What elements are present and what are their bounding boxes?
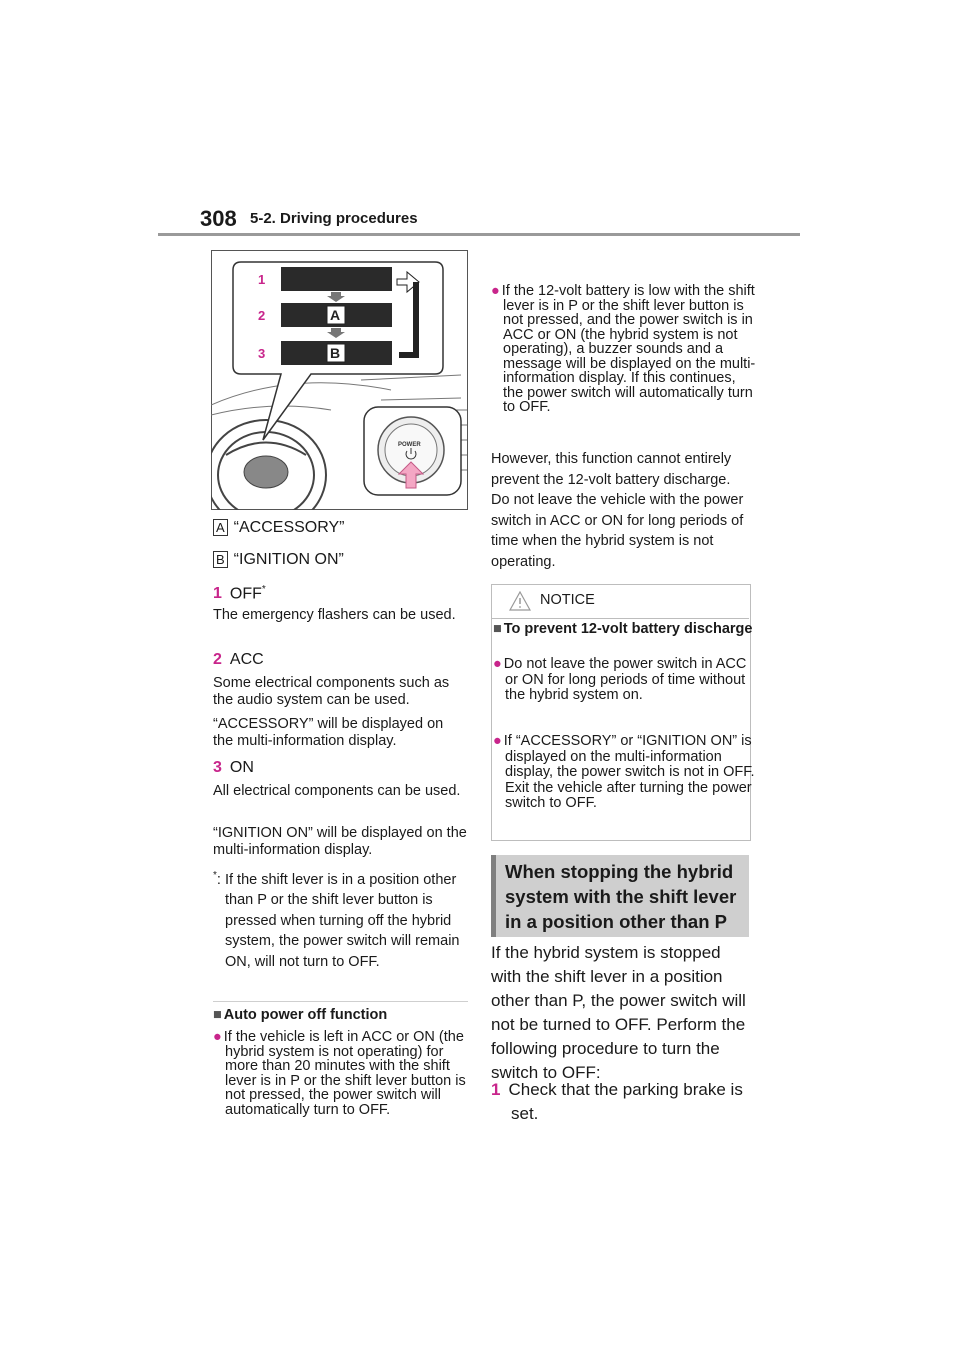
section-heading-box xyxy=(491,855,749,937)
auto-power-off-note: However, this function cannot entirely prevent the 12-volt battery discharge. Do not leave the vehicle with the power switch in ACC or ON for long periods of time when the hybrid system is not operating. xyxy=(491,451,744,570)
auto-power-off-heading: ■ Auto power off function xyxy=(213,1007,388,1023)
legend-badge-b: B xyxy=(213,551,228,568)
mode-acc-heading: 2 ACC xyxy=(213,651,264,668)
power-button-label: POWER xyxy=(398,442,421,448)
mode-off-heading: 1 OFF* xyxy=(213,584,266,603)
legend-text-b: “IGNITION ON” xyxy=(233,551,344,568)
auto-power-off-bullet-2: ● If the 12-volt battery is low with the shift lever is in P or the shift lever button is not pressed, and the power switch is in ACC or ON (the hybrid system is not operating), a buzzer sounds and a message will be displayed on the multi-information display. If this continues, the power switch will automatically turn to OFF. xyxy=(491,283,756,415)
header-divider xyxy=(158,233,800,236)
section-body: If the hybrid system is stopped with the shift lever in a position other than P, the power switch will not be turned to OFF. Perform the following procedure to turn the switch to OFF: xyxy=(491,943,746,1082)
page-number: 308 xyxy=(200,206,237,231)
legend-item-a xyxy=(213,518,345,538)
mode-on-desc-2: “IGNITION ON” will be displayed on the multi-information display. xyxy=(213,825,467,858)
mode-off-desc: The emergency flashers can be used. xyxy=(213,607,456,623)
mode-on-heading: 3 ON xyxy=(213,759,254,776)
row-number-2: 2 xyxy=(258,308,266,323)
legend-badge-a: A xyxy=(213,519,228,536)
section-step-1: 1 Check that the parking brake is set. xyxy=(491,1080,743,1123)
section-heading: When stopping the hybrid system with the shift lever in a position other than P xyxy=(505,861,737,932)
warning-triangle-icon xyxy=(509,591,531,611)
legend-item-b xyxy=(213,550,344,570)
notice-bullet-1: ● Do not leave the power switch in ACC or ON for long periods of time without the hybrid system on. xyxy=(493,656,747,703)
power-switch-illustration xyxy=(211,250,468,510)
row-number-1: 1 xyxy=(258,272,266,287)
row-badge-b: B xyxy=(330,345,341,361)
row-number-3: 3 xyxy=(258,346,266,361)
notice-bullet-2: ● If “ACCESSORY” or “IGNITION ON” is displayed on the multi-information display, the power switch is not in OFF. Exit the vehicle after turning the power switch to OFF. xyxy=(493,733,755,811)
notice-heading: ■ To prevent 12-volt battery discharge xyxy=(493,621,753,637)
auto-power-off-bullet-1: ● If the vehicle is left in ACC or ON (the hybrid system is not operating) for more than 20 minutes with the shift lever is in P or the shift lever button is not pressed, the power switch will automatically turn to OFF. xyxy=(213,1029,466,1118)
legend-text-a: “ACCESSORY” xyxy=(233,519,345,536)
mode-acc-desc-1: Some electrical components such as the audio system can be used. xyxy=(213,675,450,708)
notice-header xyxy=(491,584,749,619)
mode-on-desc-1: All electrical components can be used. xyxy=(213,783,461,799)
footnote: *: If the shift lever is in a position other than P or the shift lever button is pressed when turning off the hybrid system, the power switch will remain ON, will not turn to OFF. xyxy=(213,870,460,970)
notice-label: NOTICE xyxy=(540,592,595,608)
mode-acc-desc-2: “ACCESSORY” will be displayed on the multi-information display. xyxy=(213,716,444,749)
section-title: 5-2. Driving procedures xyxy=(250,210,418,227)
row-badge-a: A xyxy=(330,307,341,323)
divider xyxy=(213,1001,468,1002)
